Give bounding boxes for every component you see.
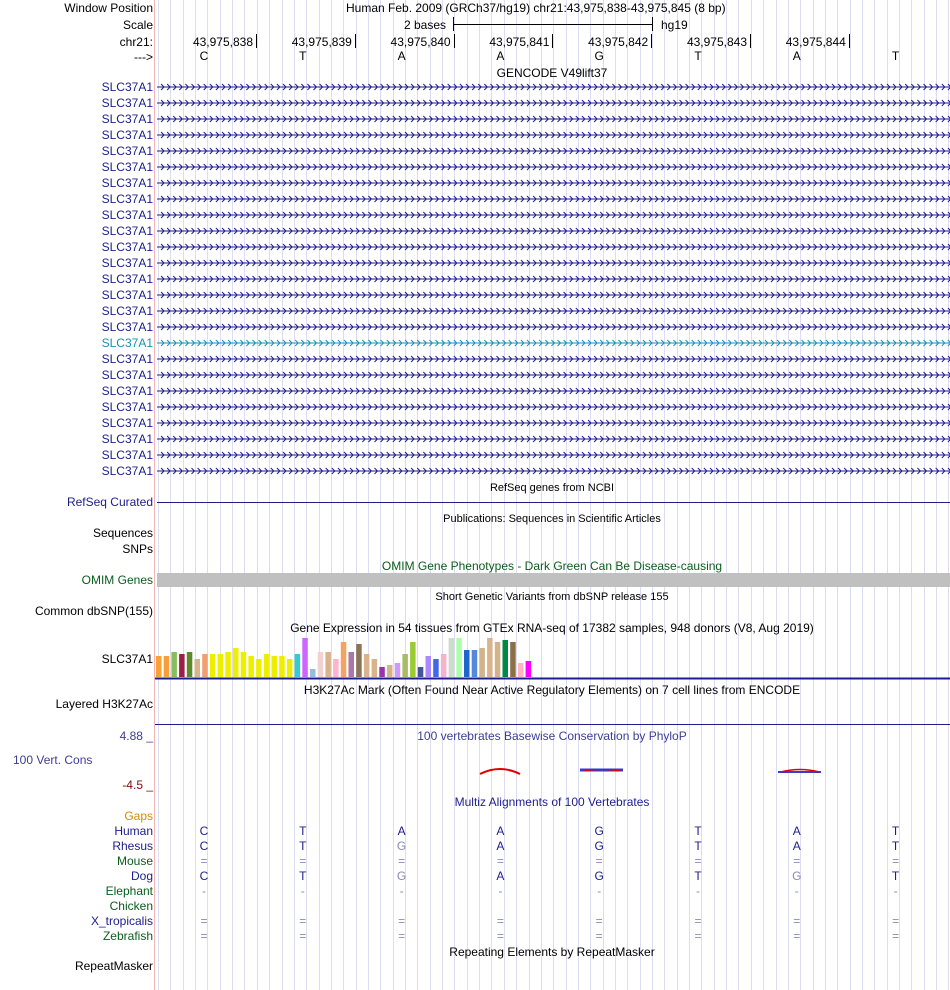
- alignment-base: G: [396, 869, 407, 883]
- gencode-transcript-line[interactable]: [157, 147, 950, 155]
- gtex-tissue-bar[interactable]: [433, 659, 439, 677]
- gencode-transcript-line[interactable]: [157, 435, 950, 443]
- snps-label[interactable]: SNPs: [122, 542, 153, 556]
- ruler-tick: [651, 34, 652, 48]
- gencode-transcript-line[interactable]: [157, 371, 950, 379]
- sequences-label[interactable]: Sequences: [92, 526, 153, 540]
- ruler-position: 43,975,841: [489, 35, 550, 49]
- alignment-base: =: [496, 914, 504, 928]
- gencode-transcript-line[interactable]: [157, 355, 950, 363]
- gencode-transcript-line[interactable]: [157, 323, 950, 331]
- gtex-tissue-bar[interactable]: [402, 654, 408, 677]
- alignment-base: A: [397, 824, 406, 838]
- h3k27ac-baseline: [155, 724, 950, 725]
- chrom-label: chr21:: [119, 35, 153, 49]
- assembly-label: hg19: [661, 18, 688, 32]
- gencode-transcript-label[interactable]: SLC37A1: [101, 400, 153, 414]
- base-letter: T: [891, 49, 900, 63]
- scale-label: Scale: [122, 18, 153, 32]
- scale-value: 2 bases: [404, 18, 447, 32]
- alignment-base: G: [792, 869, 802, 883]
- ruler-tick: [750, 34, 751, 48]
- alignment-base: =: [398, 854, 406, 868]
- gaps-label[interactable]: Gaps: [124, 809, 153, 823]
- alignment-base: T: [891, 824, 900, 838]
- gencode-transcript-line[interactable]: [157, 275, 950, 283]
- alignment-base: =: [299, 854, 307, 868]
- gtex-tissue-bar[interactable]: [426, 656, 432, 677]
- alignment-base: A: [792, 839, 801, 853]
- gencode-transcript-label[interactable]: SLC37A1: [101, 352, 153, 366]
- species-label[interactable]: Zebrafish: [102, 929, 153, 943]
- gtex-tissue-bar[interactable]: [510, 642, 516, 677]
- gencode-transcript-label[interactable]: SLC37A1: [101, 464, 153, 478]
- ruler-position: 43,975,838: [192, 35, 253, 49]
- dbsnp-track-title[interactable]: Short Genetic Variants from dbSNP release 155: [435, 591, 669, 603]
- gtex-tissue-bar[interactable]: [364, 654, 370, 677]
- h3k27ac-track-title[interactable]: H3K27Ac Mark (Often Found Near Active Regulatory Elements) on 7 cell lines from ENCODE: [303, 683, 801, 697]
- alignment-base: T: [299, 824, 307, 838]
- gtex-tissue-bar[interactable]: [287, 659, 293, 677]
- species-label[interactable]: Human: [114, 824, 153, 838]
- alignment-base: =: [892, 914, 900, 928]
- gtex-tissue-bar[interactable]: [264, 654, 270, 677]
- gencode-transcript-label[interactable]: SLC37A1: [101, 272, 153, 286]
- ruler-tick: [454, 34, 455, 48]
- ruler-tick: [256, 34, 257, 48]
- alignment-base: C: [199, 869, 209, 883]
- alignment-base: -: [498, 884, 503, 898]
- alignment-base: -: [399, 884, 404, 898]
- gtex-tissue-bar[interactable]: [248, 656, 254, 677]
- alignment-base: =: [299, 914, 307, 928]
- multiz-track-title[interactable]: Multiz Alignments of 100 Vertebrates: [454, 795, 650, 809]
- gencode-transcript-line[interactable]: [157, 307, 950, 315]
- gencode-transcript-line[interactable]: [157, 259, 950, 267]
- alignment-base: =: [793, 929, 801, 943]
- gtex-tissue-bar[interactable]: [218, 654, 224, 677]
- alignment-base: G: [396, 839, 407, 853]
- ruler-position: 43,975,840: [390, 35, 451, 49]
- gtex-tissue-bar[interactable]: [349, 652, 355, 677]
- gtex-tissue-bar[interactable]: [187, 652, 193, 677]
- gtex-tissue-bar[interactable]: [479, 648, 485, 677]
- alignment-base: -: [696, 884, 700, 898]
- ruler-tick: [849, 34, 850, 48]
- gencode-transcript-line[interactable]: [157, 467, 950, 475]
- alignment-base: G: [594, 824, 604, 838]
- gencode-transcript-line[interactable]: [157, 419, 950, 427]
- gtex-tissue-bar[interactable]: [179, 654, 185, 677]
- publications-track-title[interactable]: Publications: Sequences in Scientific Articles: [443, 513, 661, 525]
- alignment-base: G: [594, 839, 604, 853]
- gencode-transcript-line[interactable]: [157, 163, 950, 171]
- ruler-position: 43,975,842: [588, 35, 649, 49]
- refseq-track-title[interactable]: RefSeq genes from NCBI: [489, 482, 615, 494]
- scale-bar: [453, 17, 653, 31]
- gencode-transcript-line[interactable]: [157, 195, 950, 203]
- gtex-tissue-bar[interactable]: [233, 648, 239, 677]
- gtex-track-title[interactable]: Gene Expression in 54 tissues from GTEx RNA-seq of 17382 samples, 948 donors (V8, Aug 2019): [290, 621, 814, 635]
- gencode-transcript-label[interactable]: SLC37A1: [101, 256, 153, 270]
- gtex-tissue-bar[interactable]: [164, 656, 170, 677]
- alignment-base: T: [299, 869, 307, 883]
- gtex-tissue-bar[interactable]: [503, 640, 509, 677]
- gtex-tissue-bar[interactable]: [379, 667, 385, 677]
- alignment-base: -: [893, 884, 898, 898]
- gtex-tissue-bar[interactable]: [195, 659, 201, 677]
- alignment-base: C: [199, 839, 209, 853]
- gtex-label[interactable]: SLC37A1: [101, 652, 153, 666]
- gencode-transcript-label[interactable]: SLC37A1: [101, 320, 153, 334]
- base-letter: T: [299, 49, 307, 63]
- gtex-tissue-bar[interactable]: [325, 652, 331, 677]
- alignment-base: =: [200, 929, 208, 943]
- gtex-tissue-bar[interactable]: [495, 642, 501, 677]
- omim-label[interactable]: OMIM Genes: [81, 573, 153, 587]
- species-label[interactable]: Dog: [130, 869, 153, 883]
- phylop-signal[interactable]: [155, 760, 950, 780]
- strand-label: --->: [134, 50, 153, 64]
- alignment-base: =: [694, 854, 702, 868]
- gtex-tissue-bar[interactable]: [526, 661, 532, 677]
- gencode-transcript-line[interactable]: [157, 179, 950, 187]
- gtex-tissue-bar[interactable]: [210, 654, 216, 677]
- gencode-transcript-label[interactable]: SLC37A1: [101, 288, 153, 302]
- gencode-transcript-label[interactable]: SLC37A1: [101, 432, 153, 446]
- repeatmasker-track-title[interactable]: Repeating Elements by RepeatMasker: [449, 945, 655, 959]
- alignment-base: T: [891, 869, 900, 883]
- base-letter: G: [594, 49, 604, 63]
- gtex-tissue-bar[interactable]: [256, 659, 262, 677]
- alignment-base: A: [496, 869, 505, 883]
- ruler-tick: [552, 34, 553, 48]
- alignment-base: =: [793, 854, 801, 868]
- phylop-label[interactable]: 100 Vert. Cons: [13, 753, 93, 767]
- gencode-transcript-label[interactable]: SLC37A1: [101, 224, 153, 238]
- omim-gene-bar[interactable]: [157, 573, 950, 587]
- window-position-value: Human Feb. 2009 (GRCh37/hg19) chr21:43,975,838-43,975,845 (8 bp): [346, 1, 726, 15]
- alignment-base: G: [594, 869, 604, 883]
- ruler-position: 43,975,843: [686, 35, 747, 49]
- gtex-tissue-bar[interactable]: [241, 652, 247, 677]
- gencode-transcript-label[interactable]: SLC37A1: [101, 368, 153, 382]
- base-letter: A: [496, 49, 505, 63]
- alignment-base: =: [299, 929, 307, 943]
- gtex-tissue-bar[interactable]: [518, 663, 524, 677]
- gtex-expression-chart[interactable]: [155, 636, 950, 681]
- gencode-transcript-line[interactable]: [157, 131, 950, 139]
- gtex-tissue-bar[interactable]: [171, 652, 177, 677]
- gencode-transcript-label[interactable]: SLC37A1: [101, 336, 153, 350]
- alignment-base: T: [694, 839, 702, 853]
- gencode-transcript-line[interactable]: [157, 227, 950, 235]
- gtex-tissue-bar[interactable]: [272, 656, 278, 677]
- ruler-position: 43,975,844: [785, 35, 846, 49]
- gtex-tissue-bar[interactable]: [333, 659, 339, 677]
- alignment-base: =: [595, 929, 603, 943]
- phylop-min: -4.5 _: [122, 778, 153, 792]
- alignment-base: -: [597, 884, 602, 898]
- gtex-tissue-bar[interactable]: [372, 659, 378, 677]
- alignment-base: =: [595, 914, 603, 928]
- gtex-tissue-bar[interactable]: [202, 654, 208, 677]
- window-position-label: Window Position: [64, 1, 153, 15]
- alignment-base: =: [892, 929, 900, 943]
- alignment-base: =: [694, 914, 702, 928]
- gtex-tissue-bar[interactable]: [387, 665, 393, 677]
- gencode-transcript-line[interactable]: [157, 403, 950, 411]
- alignment-base: =: [595, 854, 603, 868]
- gencode-transcript-label[interactable]: SLC37A1: [101, 448, 153, 462]
- gencode-transcript-line[interactable]: [157, 99, 950, 107]
- alignment-base: T: [891, 839, 900, 853]
- dbsnp-label[interactable]: Common dbSNP(155): [34, 604, 153, 618]
- species-label[interactable]: Chicken: [109, 899, 153, 913]
- gtex-tissue-bar[interactable]: [341, 642, 347, 677]
- gencode-transcript-label[interactable]: SLC37A1: [101, 80, 153, 94]
- base-letter: C: [199, 49, 209, 63]
- gtex-tissue-bar[interactable]: [449, 638, 455, 677]
- alignment-base: =: [398, 914, 406, 928]
- alignment-base: T: [299, 839, 307, 853]
- refseq-gene-line[interactable]: [157, 502, 950, 503]
- gencode-transcript-line[interactable]: [157, 211, 950, 219]
- gencode-transcript-label[interactable]: SLC37A1: [101, 304, 153, 318]
- gtex-tissue-bar[interactable]: [395, 663, 401, 677]
- h3k27ac-label[interactable]: Layered H3K27Ac: [55, 697, 153, 711]
- alignment-base: -: [794, 884, 799, 898]
- refseq-label[interactable]: RefSeq Curated: [66, 495, 153, 509]
- alignment-base: A: [496, 824, 505, 838]
- gtex-tissue-bar[interactable]: [156, 656, 162, 677]
- gtex-tissue-bar[interactable]: [441, 654, 447, 677]
- gtex-tissue-bar[interactable]: [487, 638, 493, 677]
- gtex-tissue-bar[interactable]: [279, 656, 285, 677]
- gtex-tissue-bar[interactable]: [302, 638, 308, 677]
- alignment-base: -: [300, 884, 305, 898]
- gencode-transcript-line[interactable]: [157, 387, 950, 395]
- gencode-transcript-line[interactable]: [157, 243, 950, 251]
- alignment-base: =: [892, 854, 900, 868]
- base-letter: A: [792, 49, 801, 63]
- gencode-transcript-label[interactable]: SLC37A1: [101, 384, 153, 398]
- species-label[interactable]: X_tropicalis: [90, 914, 153, 928]
- gencode-transcript-label[interactable]: SLC37A1: [101, 128, 153, 142]
- gtex-tissue-bar[interactable]: [464, 650, 470, 677]
- alignment-base: T: [694, 824, 702, 838]
- ruler-tick: [355, 34, 356, 48]
- alignment-base: =: [496, 929, 504, 943]
- gtex-tissue-bar[interactable]: [310, 669, 316, 677]
- gencode-transcript-line[interactable]: [157, 451, 950, 459]
- gencode-transcript-label[interactable]: SLC37A1: [101, 240, 153, 254]
- gencode-track-title[interactable]: GENCODE V49lift37: [496, 66, 608, 80]
- gencode-transcript-label[interactable]: SLC37A1: [101, 144, 153, 158]
- phylop-track-title[interactable]: 100 vertebrates Basewise Conservation by PhyloP: [417, 729, 687, 743]
- gtex-tissue-bar[interactable]: [295, 654, 301, 677]
- ruler-position: 43,975,839: [291, 35, 352, 49]
- gencode-transcript-label[interactable]: SLC37A1: [101, 96, 153, 110]
- alignment-base: =: [398, 929, 406, 943]
- species-label[interactable]: Elephant: [105, 884, 153, 898]
- gencode-transcript-line[interactable]: [157, 115, 950, 123]
- alignment-base: T: [694, 869, 702, 883]
- alignment-base: =: [200, 914, 208, 928]
- gtex-tissue-bar[interactable]: [472, 650, 478, 677]
- base-letter: T: [694, 49, 702, 63]
- alignment-base: -: [202, 884, 206, 898]
- gtex-tissue-bar[interactable]: [356, 644, 362, 677]
- phylop-max: 4.88 _: [119, 729, 153, 743]
- repeatmasker-label[interactable]: RepeatMasker: [74, 959, 153, 973]
- gencode-transcript-label[interactable]: SLC37A1: [101, 160, 153, 174]
- alignment-base: A: [496, 839, 505, 853]
- gencode-transcript-label[interactable]: SLC37A1: [101, 112, 153, 126]
- gencode-transcript-line[interactable]: [157, 291, 950, 299]
- gencode-transcript-label[interactable]: SLC37A1: [101, 208, 153, 222]
- species-label[interactable]: Rhesus: [112, 839, 153, 853]
- alignment-base: =: [793, 914, 801, 928]
- gtex-tissue-bar[interactable]: [456, 638, 462, 677]
- gencode-transcript-label[interactable]: SLC37A1: [101, 416, 153, 430]
- gencode-transcript-label[interactable]: SLC37A1: [101, 192, 153, 206]
- gtex-tissue-bar[interactable]: [418, 667, 424, 677]
- species-label[interactable]: Mouse: [116, 854, 153, 868]
- gencode-transcript-line[interactable]: [157, 83, 950, 91]
- gtex-tissue-bar[interactable]: [225, 652, 231, 677]
- alignment-base: =: [200, 854, 208, 868]
- alignment-base: =: [694, 929, 702, 943]
- alignment-base: C: [199, 824, 209, 838]
- track-label-divider: [154, 0, 155, 990]
- alignment-base: A: [792, 824, 801, 838]
- alignment-base: =: [496, 854, 504, 868]
- gtex-tissue-bar[interactable]: [318, 652, 324, 677]
- omim-track-title[interactable]: OMIM Gene Phenotypes - Dark Green Can Be Disease-causing: [381, 559, 723, 573]
- base-letter: A: [397, 49, 406, 63]
- gencode-transcript-line[interactable]: [157, 339, 950, 347]
- gtex-tissue-bar[interactable]: [410, 642, 416, 677]
- gencode-transcript-label[interactable]: SLC37A1: [101, 176, 153, 190]
